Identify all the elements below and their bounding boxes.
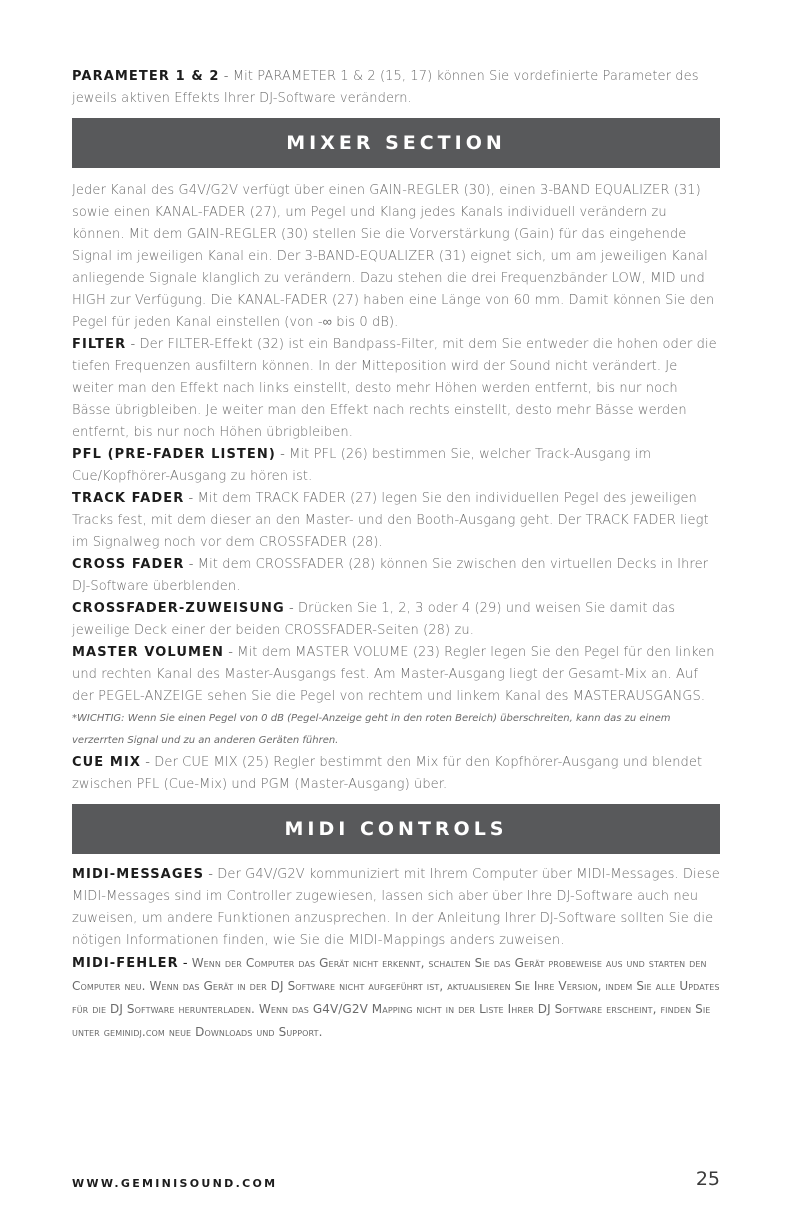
midi-messages-title: MIDI-MESSAGES: [72, 867, 205, 882]
crossfader-assign-title: CROSSFADER-ZUWEISUNG: [72, 601, 285, 616]
master-volume-paragraph: MASTER VOLUMEN - Mit dem MASTER VOLUME (23) Regler legen Sie den Pegel für den linken und rechten Kanal des Master-Ausgangs fest. Am Master-Ausgang liegt der Gesamt-Mix an. Auf der PEGEL-ANZEIGE sehen Sie die Pegel von rechtem und linkem Kanal des MASTERAUSGANGS.: [72, 645, 715, 704]
crossfader-assign-text: Drücken Sie 1, 2, 3 oder 4 (29) und weisen Sie damit das jeweilige Deck einer der beiden CROSSFADER-Seiten (28) zu.: [72, 601, 676, 638]
midi-errors-text: Wenn der Computer das Gerät nicht erkennt, schalten Sie das Gerät probeweise aus und starten den Computer neu. Wenn das Gerät in der DJ Software nicht aufgeführt ist, aktualisieren Sie Ihre Version, indem Sie alle Updates für die DJ Software herunterladen. Wenn das G4V/G2V Mapping nicht in der Liste Ihrer DJ Software erscheint, finden Sie unter geminidj.com neue Downloads und Support.: [72, 956, 720, 1039]
filter-title: FILTER: [72, 337, 127, 352]
midi-errors-title: MIDI-FEHLER: [72, 956, 179, 971]
midi-messages-paragraph: MIDI-MESSAGES - Der G4V/G2V kommuniziert mit Ihrem Computer über MIDI-Messages. Diese MIDI-Messages sind im Controller zugewiesen, lassen sich aber über Ihre DJ-Software auch neu zuweisen, um andere Funktionen anzusprechen. In der Anleitung Ihrer DJ-Software sollten Sie die nötigen Informationen finden, wie Sie die MIDI-Mappings anders zuweisen.: [72, 867, 720, 948]
mixer-section-banner: MIXER SECTION: [72, 118, 720, 168]
parameter-title: PARAMETER 1 & 2: [72, 69, 220, 84]
midi-errors-paragraph: MIDI-FEHLER - Wenn der Computer das Gerät nicht erkennt, schalten Sie das Gerät probeweise aus und starten den Computer neu. Wenn das Gerät in der DJ Software nicht aufgeführt ist, aktualisieren Sie Ihre Version, indem Sie alle Updates für die DJ Software herunterladen. Wenn das G4V/G2V Mapping nicht in der Liste Ihrer DJ Software erscheint, finden Sie unter geminidj.com neue Downloads und Support.: [72, 956, 720, 1039]
master-volume-title: MASTER VOLUMEN: [72, 645, 225, 660]
cue-mix-text: Der CUE MIX (25) Regler bestimmt den Mix für den Kopfhörer-Ausgang und blendet zwischen PFL (Cue-Mix) und PGM (Master-Ausgang) über.: [72, 755, 703, 792]
cross-fader-paragraph: CROSS FADER - Mit dem CROSSFADER (28) können Sie zwischen den virtuellen Decks in Ihrer DJ-Software überblenden.: [72, 557, 709, 594]
cue-mix-title: CUE MIX: [72, 755, 141, 770]
parameter-text: Mit PARAMETER 1 & 2 (15, 17) können Sie vordefinierte Parameter des jeweils aktiven Effekts Ihrer DJ-Software verändern.: [72, 69, 699, 106]
filter-paragraph: FILTER - Der FILTER-Effekt (32) ist ein Bandpass-Filter, mit dem Sie entweder die hohen oder die tiefen Frequenzen ausfiltern können. In der Mitteposition wird der Sound nicht verändert. Je weiter man den Effekt nach links einstellt, desto mehr Höhen werden entfernt, bis nur noch Bässe übrigbleiben. Je weiter man den Effekt nach rechts einstellt, desto mehr Bässe werden entfernt, bis nur noch Höhen übrigbleiben.: [72, 337, 717, 440]
mixer-intro-paragraph: Jeder Kanal des G4V/G2V verfügt über einen GAIN-REGLER (30), einen 3-BAND EQUALIZER (31) sowie einen KANAL-FADER (27), um Pegel und Klang jedes Kanals individuell verändern zu können. Mit dem GAIN-REGLER (30) stellen Sie die Vorverstärkung (Gain) für das eingehende Signal im jeweiligen Kanal ein. Der 3-BAND-EQUALIZER (31) eignet sich, um am jeweiligen Kanal anliegende Signale klanglich zu verändern. Dazu stehen die drei Frequenzbänder LOW, MID und HIGH zur Verfügung. Die KANAL-FADER (27) haben eine Länge von 60 mm. Damit können Sie den Pegel für jeden Kanal einstellen (von -∞ bis 0 dB).: [72, 183, 715, 330]
footer-website-link[interactable]: WWW.GEMINISOUND.COM: [72, 1177, 278, 1190]
pfl-text: Mit PFL (26) bestimmen Sie, welcher Track-Ausgang im Cue/Kopfhörer-Ausgang zu hören ist.: [72, 447, 652, 484]
parameter-paragraph: PARAMETER 1 & 2 - Mit PARAMETER 1 & 2 (15, 17) können Sie vordefinierte Parameter des jeweils aktiven Effekts Ihrer DJ-Software verändern.: [72, 69, 699, 106]
cross-fader-title: CROSS FADER: [72, 557, 185, 572]
midi-messages-text: Der G4V/G2V kommuniziert mit Ihrem Computer über MIDI-Messages. Diese MIDI-Messages sind im Controller zugewiesen, lassen sich aber über Ihre DJ-Software auch neu zuweisen, um andere Funktionen anzusprechen. In der Anleitung Ihrer DJ-Software sollten Sie die nötigen Informationen finden, wie Sie die MIDI-Mappings anders zuweisen.: [72, 867, 720, 948]
master-volume-text: Mit dem MASTER VOLUME (23) Regler legen Sie den Pegel für den linken und rechten Kanal des Master-Ausgangs fest. Am Master-Ausgang liegt der Gesamt-Mix an. Auf der PEGEL-ANZEIGE sehen Sie die Pegel von rechtem und linkem Kanal des MASTERAUSGANGS.: [72, 645, 715, 704]
pfl-paragraph: PFL (PRE-FADER LISTEN) - Mit PFL (26) bestimmen Sie, welcher Track-Ausgang im Cue/Kopfhörer-Ausgang zu hören ist.: [72, 447, 652, 484]
track-fader-paragraph: TRACK FADER - Mit dem TRACK FADER (27) legen Sie den individuellen Pegel des jeweiligen Tracks fest, mit dem dieser an den Master- und den Booth-Ausgang geht. Der TRACK FADER liegt im Signalweg noch vor dem CROSSFADER (28).: [72, 491, 709, 550]
track-fader-text: Mit dem TRACK FADER (27) legen Sie den individuellen Pegel des jeweiligen Tracks fest, mit dem dieser an den Master- und den Booth-Ausgang geht. Der TRACK FADER liegt im Signalweg noch vor dem CROSSFADER (28).: [72, 491, 709, 550]
midi-controls-banner: MIDI CONTROLS: [72, 804, 720, 854]
warning-note: *WICHTIG: Wenn Sie einen Pegel von 0 dB (Pegel-Anzeige geht in den roten Bereich) überschreiten, kann das zu einem verzerrten Signal und zu an anderen Geräten führen.: [72, 713, 671, 746]
pfl-title: PFL (PRE-FADER LISTEN): [72, 447, 276, 462]
page-number: 25: [695, 1168, 720, 1190]
cross-fader-text: Mit dem CROSSFADER (28) können Sie zwischen den virtuellen Decks in Ihrer DJ-Software überblenden.: [72, 557, 709, 594]
track-fader-title: TRACK FADER: [72, 491, 185, 506]
cue-mix-paragraph: CUE MIX - Der CUE MIX (25) Regler bestimmt den Mix für den Kopfhörer-Ausgang und blendet zwischen PFL (Cue-Mix) und PGM (Master-Ausgang) über.: [72, 755, 703, 792]
crossfader-assign-paragraph: CROSSFADER-ZUWEISUNG - Drücken Sie 1, 2, 3 oder 4 (29) und weisen Sie damit das jeweilige Deck einer der beiden CROSSFADER-Seiten (28) zu.: [72, 601, 676, 638]
filter-text: Der FILTER-Effekt (32) ist ein Bandpass-Filter, mit dem Sie entweder die hohen oder die tiefen Frequenzen ausfiltern können. In der Mitteposition wird der Sound nicht verändert. Je weiter man den Effekt nach links einstellt, desto mehr Höhen werden entfernt, bis nur noch Bässe übrigbleiben. Je weiter man den Effekt nach rechts einstellt, desto mehr Bässe werden entfernt, bis nur noch Höhen übrigbleiben.: [72, 337, 717, 440]
page-content: [72, 66, 720, 1044]
